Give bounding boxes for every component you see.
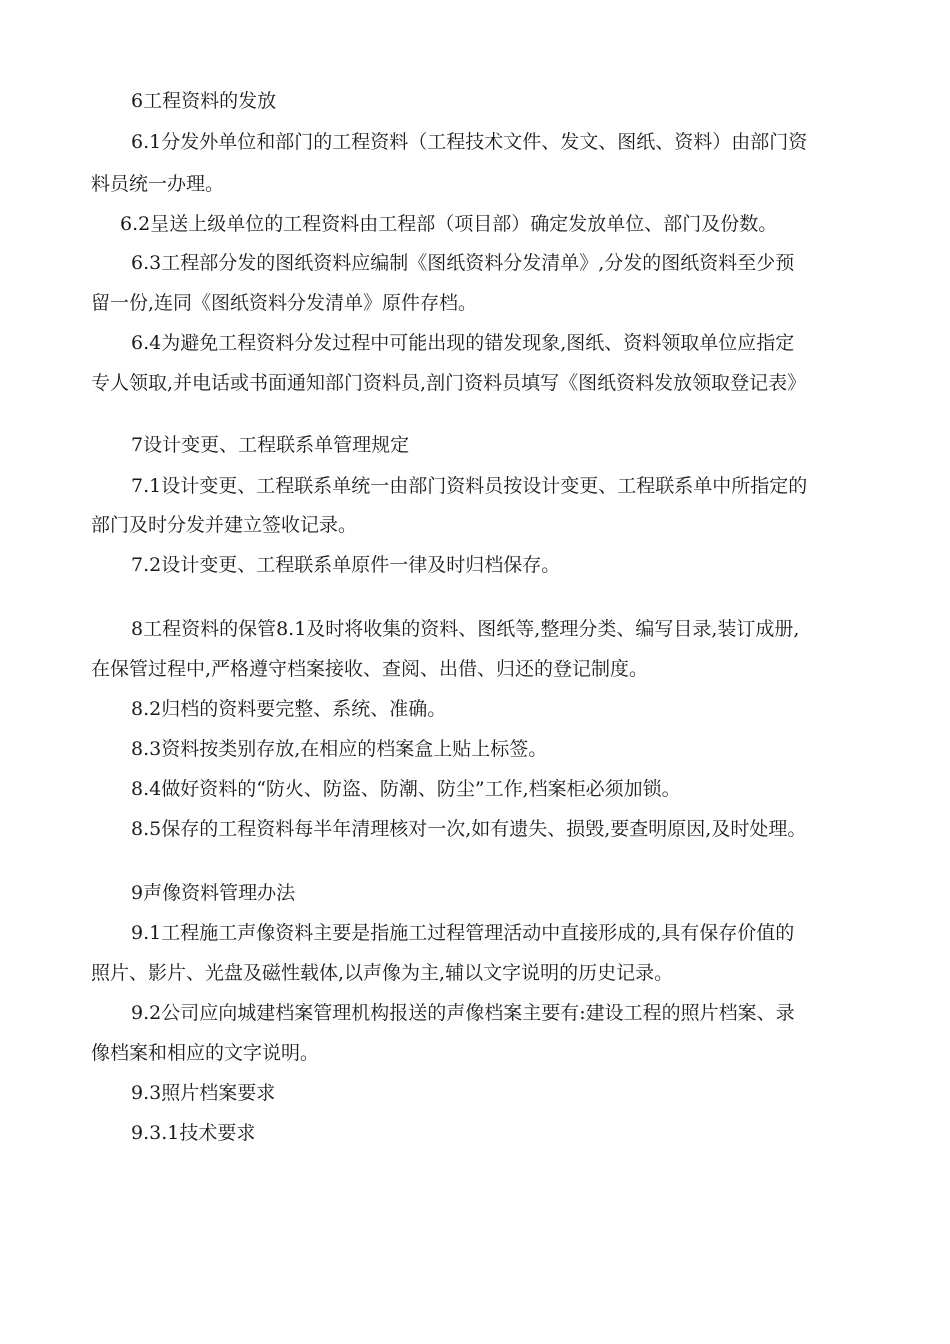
section-heading-9: 9声像资料管理办法 <box>131 882 296 904</box>
section-heading-6: 6工程资料的发放 <box>131 90 277 112</box>
paragraph-6-4-line-2: 专人领取,并电话或书面通知部门资料员,剖门资料员填写《图纸资料发放领取登记表》 <box>91 372 807 394</box>
paragraph-8-2-line-1: 8.2归档的资料要完整、系统、准确。 <box>131 698 447 720</box>
paragraph-7-1-line-2: 部门及时分发并建立签收记录。 <box>91 514 358 536</box>
paragraph-9-1-line-1: 9.1工程施工声像资料主要是指施工过程管理活动中直接形成的,具有保存价值的 <box>131 922 795 944</box>
paragraph-9-3-line-1: 9.3照片档案要求 <box>131 1082 276 1104</box>
paragraph-9-3-1-line-1: 9.3.1技术要求 <box>131 1122 256 1144</box>
paragraph-6-4-line-1: 6.4为避免工程资料分发过程中可能出现的错发现象,图纸、资料领取单位应指定 <box>131 332 795 354</box>
paragraph-8-1-line-1: 8工程资料的保管8.1及时将收集的资料、图纸等,整理分类、编写目录,装订成册, <box>131 618 800 640</box>
paragraph-6-2-line-1: 6.2呈送上级单位的工程资料由工程部（项目部）确定发放单位、部门及份数。 <box>120 213 778 235</box>
paragraph-6-3-line-2: 留一份,连同《图纸资料分发清单》原件存档。 <box>91 292 478 314</box>
paragraph-8-5-line-1: 8.5保存的工程资料每半年清理核对一次,如有遗失、损毁,要查明原因,及时处理。 <box>131 818 807 840</box>
paragraph-9-2-line-2: 像档案和相应的文字说明。 <box>91 1042 320 1064</box>
section-heading-7: 7设计变更、工程联系单管理规定 <box>131 434 410 456</box>
paragraph-7-2-line-1: 7.2设计变更、工程联系单原件一律及时归档保存。 <box>131 554 561 576</box>
paragraph-6-1-line-2: 料员统一办理。 <box>91 173 225 195</box>
paragraph-7-1-line-1: 7.1设计变更、工程联系单统一由部门资料员按设计变更、工程联系单中所指定的 <box>131 475 808 497</box>
paragraph-9-2-line-1: 9.2公司应向城建档案管理机构报送的声像档案主要有:建设工程的照片档案、录 <box>131 1002 795 1024</box>
paragraph-8-1-line-2: 在保管过程中,严格遵守档案接收、查阅、出借、归还的登记制度。 <box>91 658 649 680</box>
paragraph-6-1-line-1: 6.1分发外单位和部门的工程资料（工程技术文件、发文、图纸、资料）由部门资 <box>131 131 808 153</box>
paragraph-8-4-line-1: 8.4做好资料的“防火、防盗、防潮、防尘”工作,档案柜必须加锁。 <box>131 778 681 800</box>
paragraph-9-1-line-2: 照片、影片、光盘及磁性载体,以声像为主,辅以文字说明的历史记录。 <box>91 962 674 984</box>
paragraph-6-3-line-1: 6.3工程部分发的图纸资料应编制《图纸资料分发清单》,分发的图纸资料至少预 <box>131 252 795 274</box>
paragraph-8-3-line-1: 8.3资料按类别存放,在相应的档案盒上贴上标签。 <box>131 738 548 760</box>
